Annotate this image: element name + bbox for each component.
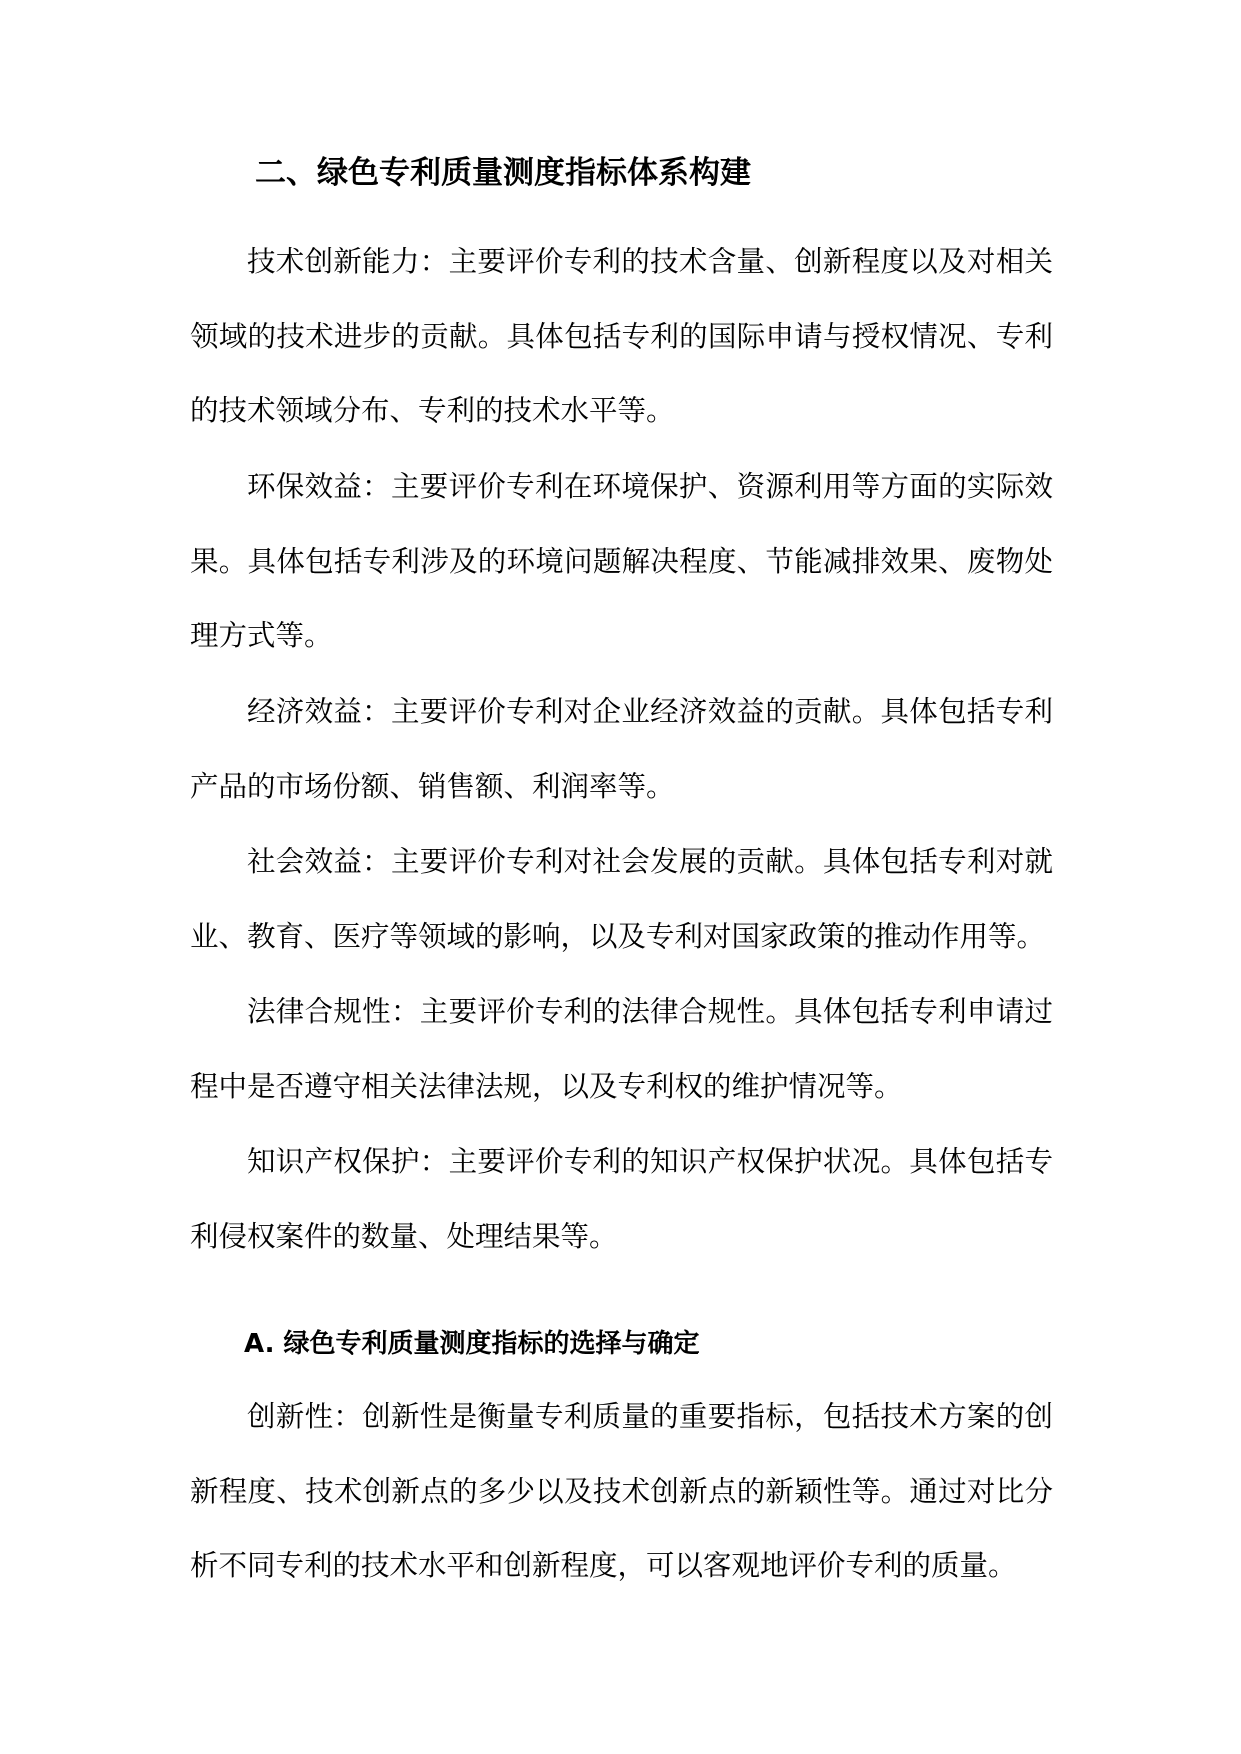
paragraph-ip-protection: 知识产权保护：主要评价专利的知识产权保护状况。具体包括专利侵权案件的数量、处理结果等。 bbox=[190, 1145, 1053, 1253]
paragraph-legal-compliance: 法律合规性：主要评价专利的法律合规性。具体包括专利申请过程中是否遵守相关法律法规，以及专利权的维护情况等。 bbox=[190, 995, 1053, 1103]
paragraph-environmental-benefit: 环保效益：主要评价专利在环境保护、资源利用等方面的实际效果。具体包括专利涉及的环境问题解决程度、节能减排效果、废物处理方式等。 bbox=[190, 470, 1053, 652]
paragraph-economic-benefit: 经济效益：主要评价专利对企业经济效益的贡献。具体包括专利产品的市场份额、销售额、利润率等。 bbox=[190, 695, 1053, 803]
paragraph-innovativeness: 创新性：创新性是衡量专利质量的重要指标，包括技术方案的创新程度、技术创新点的多少以及技术创新点的新颖性等。通过对比分析不同专利的技术水平和创新程度，可以客观地评价专利的质量。 bbox=[190, 1400, 1053, 1582]
subsection-heading: A. 绿色专利质量测度指标的选择与确定 bbox=[244, 1329, 700, 1359]
paragraph-social-benefit: 社会效益：主要评价专利对社会发展的贡献。具体包括专利对就业、教育、医疗等领域的影响，以及专利对国家政策的推动作用等。 bbox=[190, 845, 1053, 953]
paragraph-technical-innovation: 技术创新能力：主要评价专利的技术含量、创新程度以及对相关领域的技术进步的贡献。具体包括专利的国际申请与授权情况、专利的技术领域分布、专利的技术水平等。 bbox=[190, 245, 1053, 427]
section-heading: 二、绿色专利质量测度指标体系构建 bbox=[255, 155, 751, 191]
